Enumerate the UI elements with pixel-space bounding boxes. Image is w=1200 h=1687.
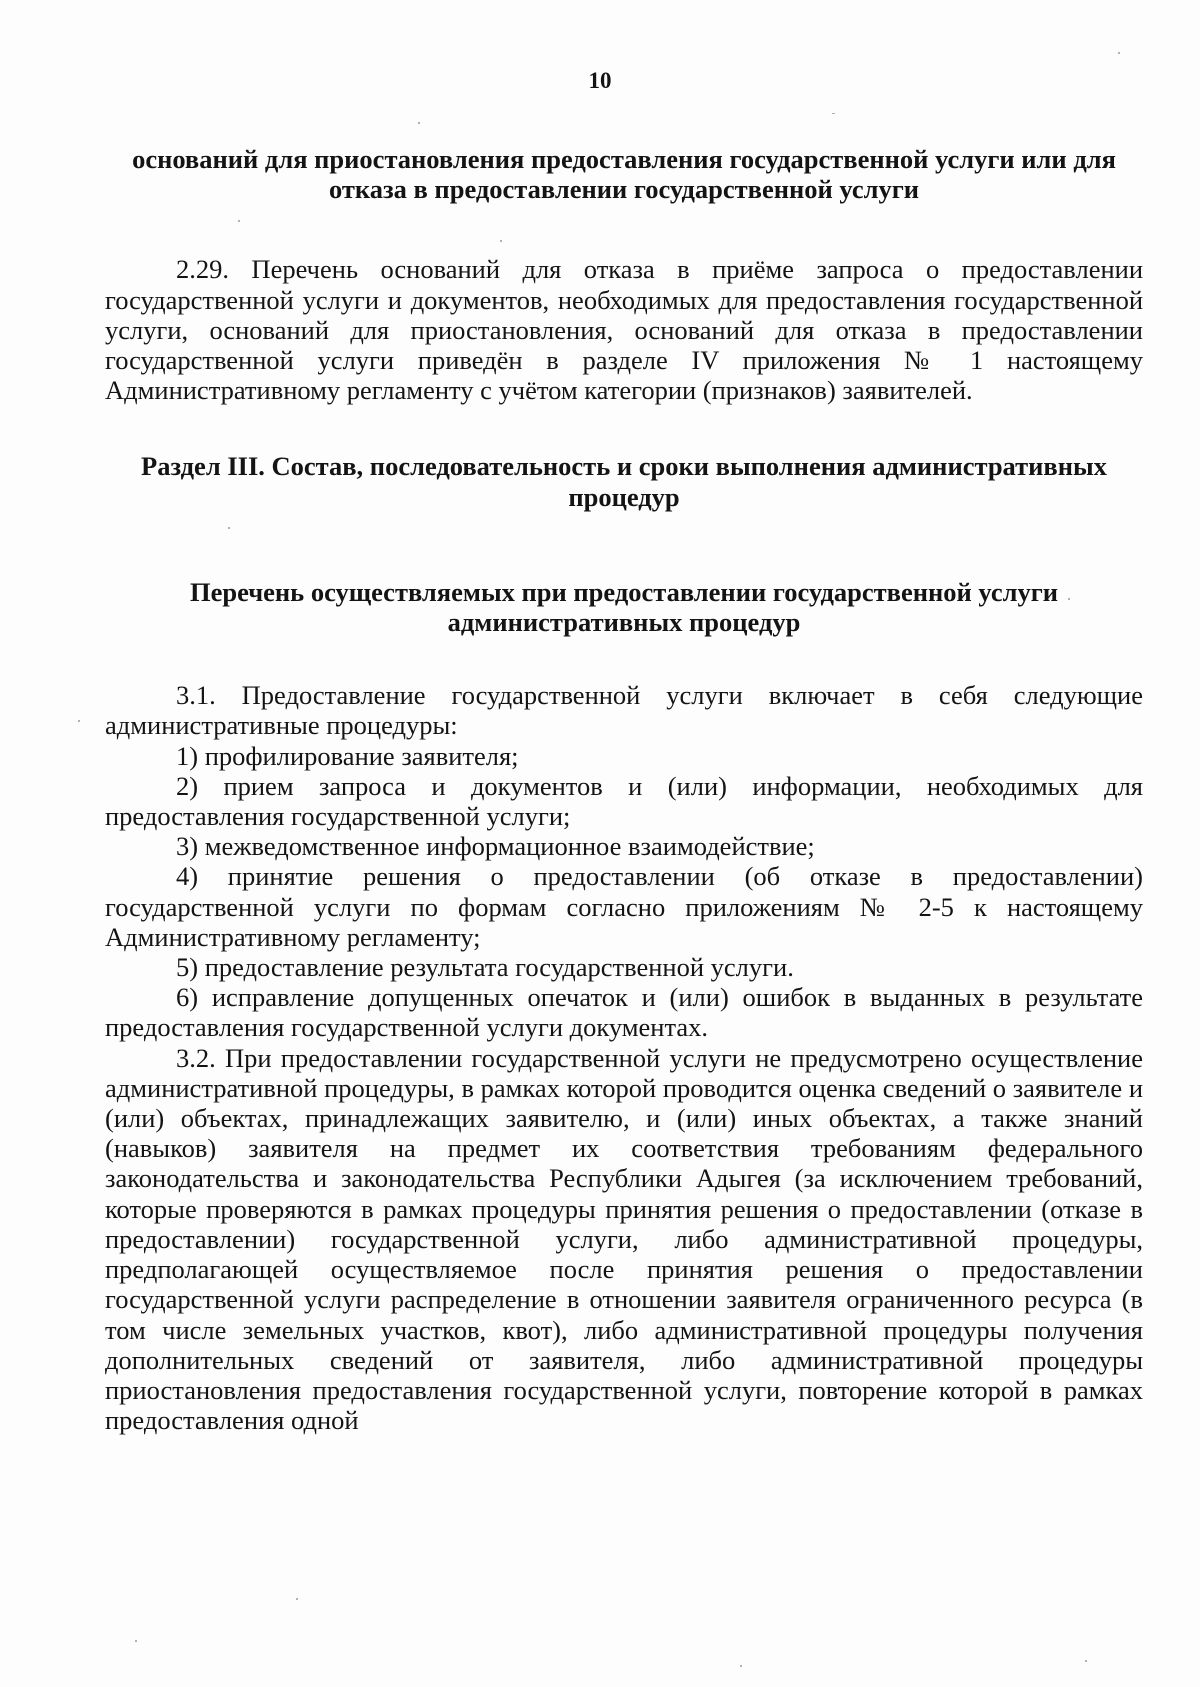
paragraph-2-29: 2.29. Перечень оснований для отказа в приёме запроса о предоставлении государственной услуги и документов, необходимых для предоставления государственной услуги, оснований для приостановления, оснований для отказа в предоставлении государственной услуги приведён в разделе IV приложения № 1 настоящему Административному регламенту с учётом категории (признаков) заявителей. <box>105 254 1143 406</box>
page-number: 10 <box>588 68 612 93</box>
list-item: 3) межведомственное информационное взаимодействие; <box>176 831 815 862</box>
heading-continuation: оснований для приостановления предоставления государственной услуги или для отказа в предоставлении государственной услуги <box>132 144 1116 205</box>
list-item: 2) прием запроса и документов и (или) информации, необходимых для предоставления государственной услуги; <box>105 770 1143 832</box>
scan-speck <box>135 1640 137 1642</box>
section-title: Раздел III. Состав, последовательность и сроки выполнения административных процедур <box>141 451 1107 512</box>
scan-speck <box>228 527 230 529</box>
scan-speck <box>1118 52 1120 54</box>
scan-speck <box>238 220 240 222</box>
paragraph-3-2: 3.2. При предоставлении государственной услуги не предусмотрено осуществление административной процедуры, в рамках которой проводится оценка сведений о заявителе и (или) объектах, принадлежащих заявителю, и (или) иных объектах, а также знаний (навыков) заявителя на предмет их соответствия требованиям федерального законодательства и законодательства Республики Адыгея (за исключением требований, которые проверяются в рамках процедуры принятия решения о предоставлении (отказе в предоставлении) государственной услуги, либо административной процедуры, предполагающей осуществляемое после принятия решения о предоставлении государственной услуги распределение в отношении заявителя ограниченного ресурса (в том числе земельных участков, квот), либо административной процедуры получения дополнительных сведений от заявителя, либо административной процедуры приостановления предоставления государственной услуги, повторение которой в рамках предоставления одной <box>105 1042 1143 1436</box>
scan-speck <box>1068 598 1070 600</box>
list-item: 6) исправление допущенных опечаток и (или) ошибок в выданных в результате предоставления государственной услуги документах. <box>105 982 1143 1043</box>
list-item: 1) профилирование заявителя; <box>176 740 519 771</box>
scan-speck <box>832 113 835 114</box>
scan-speck <box>78 720 80 722</box>
scan-speck <box>1085 1660 1087 1662</box>
list-item: 4) принятие решения о предоставлении (об отказе в предоставлении) государственной услуги по формам согласно приложениям № 2-5 к настоящему Административному регламенту; <box>105 861 1143 952</box>
paragraph-3-1: 3.1. Предоставление государственной услуги включает в себя следующие административные процедуры: <box>105 680 1143 741</box>
scan-speck <box>740 1665 742 1667</box>
scan-speck <box>500 240 502 242</box>
page-content <box>105 144 1143 1435</box>
scan-speck <box>296 1598 298 1600</box>
subsection-title: Перечень осуществляемых при предоставлении государственной услуги административных процедур <box>189 576 1059 638</box>
scan-speck <box>418 122 420 124</box>
list-item: 5) предоставление результата государственной услуги. <box>176 952 794 983</box>
